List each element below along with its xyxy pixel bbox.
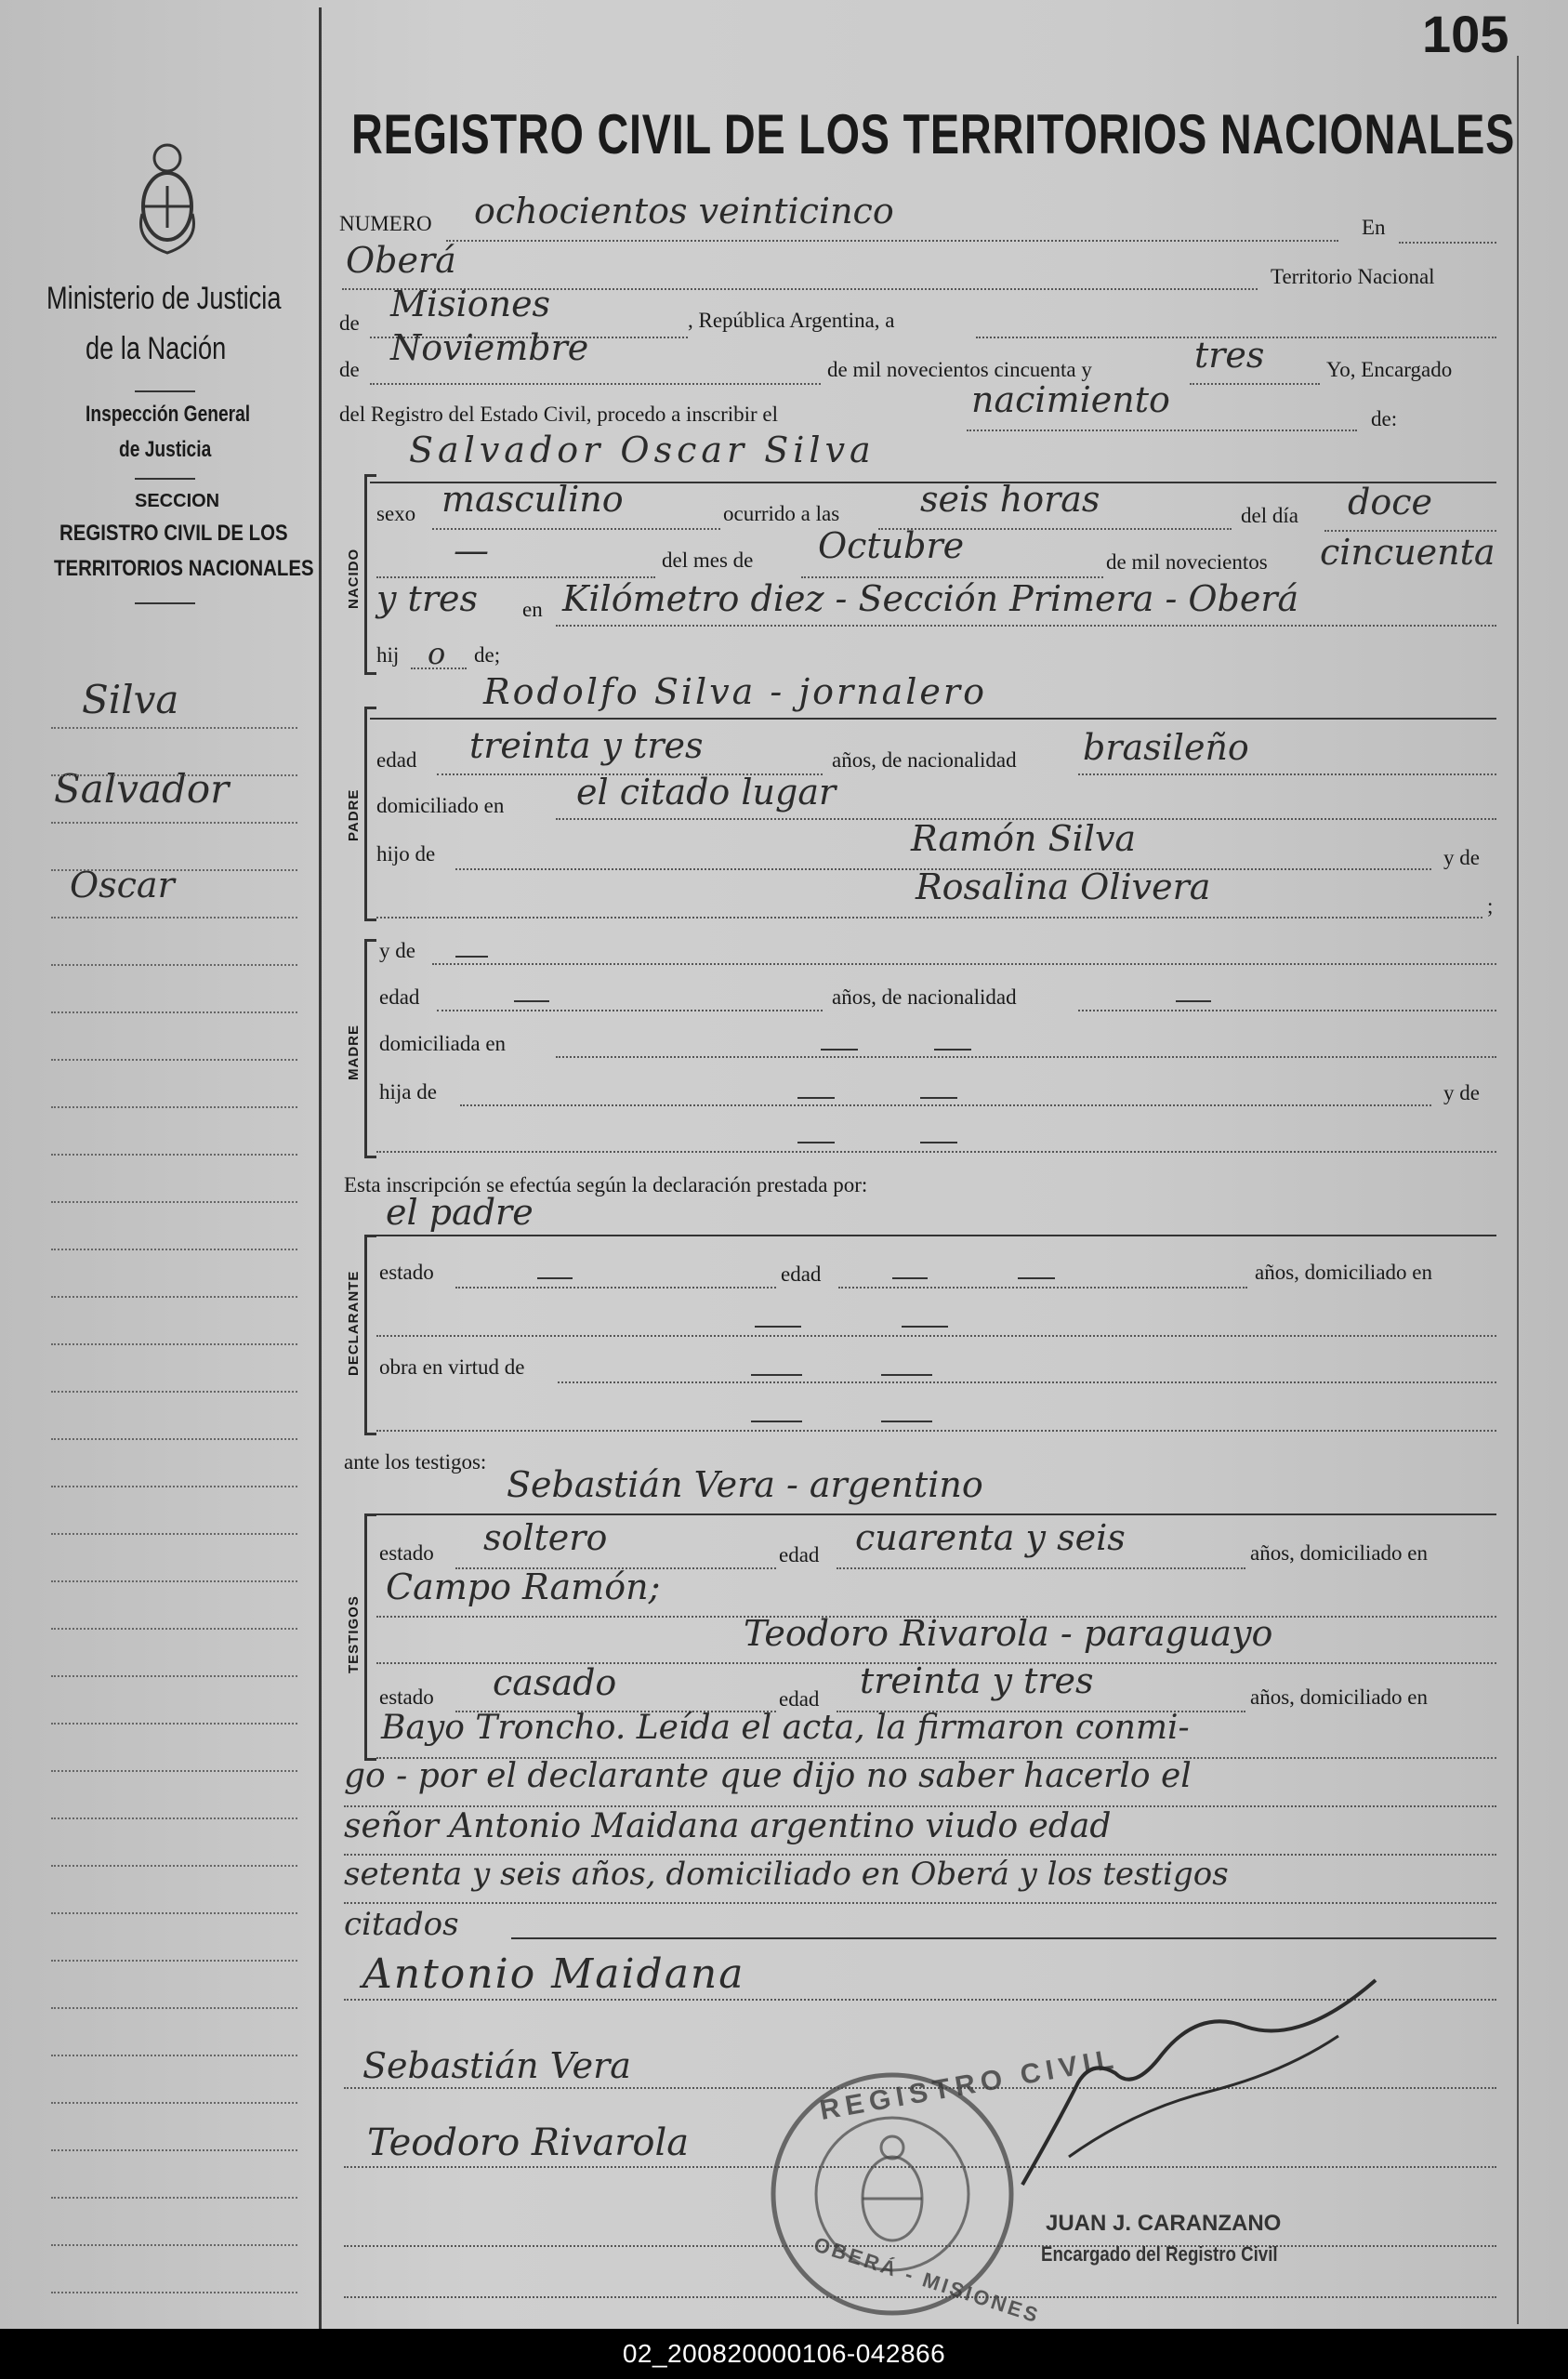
margin-ruled-line	[51, 2149, 297, 2151]
estado-line	[455, 1287, 776, 1289]
witness2-domicile: Bayo Troncho. Leída el acta, la firmaron conmi-	[381, 1709, 1190, 1747]
margin-ruled-line	[51, 1675, 297, 1677]
margin-ruled-line	[51, 1249, 297, 1250]
w2-estado-label: estado	[379, 1685, 434, 1709]
edad-label: edad	[376, 748, 417, 772]
del-dia-label: del día	[1241, 504, 1298, 527]
witness1-line	[370, 1513, 1496, 1515]
dash-mark	[881, 1421, 932, 1422]
officer-name: JUAN J. CARANZANO	[1046, 2211, 1282, 2236]
sidebar-section-line2: REGISTRO CIVIL DE LOS	[59, 521, 288, 546]
margin-ruled-line	[51, 1486, 297, 1487]
obra-label: obra en virtud de	[379, 1355, 525, 1379]
nacido-bracket	[364, 474, 376, 675]
closing-text-2: señor Antonio Maidana argentino viudo edad	[344, 1807, 1112, 1845]
territory-value: Misiones	[390, 284, 551, 324]
dash-mark	[537, 1277, 573, 1279]
stamp-top-text: REGISTRO CIVIL	[817, 2042, 1121, 2127]
estado-label: estado	[379, 1261, 434, 1284]
officer-title: Encargado del Registro Civil	[1041, 2242, 1278, 2266]
margin-ruled-line	[51, 1817, 297, 1819]
signature-1: Antonio Maidana	[362, 1950, 745, 1998]
father-mother: Rosalina Olivera	[916, 866, 1211, 907]
declarante-label: DECLARANTE	[346, 1270, 362, 1376]
stamp-bottom-text: OBERÁ - MISIONES	[810, 2232, 1044, 2328]
dash-mark	[797, 1097, 835, 1099]
en-label: En	[1362, 216, 1386, 239]
territorio-label: Territorio Nacional	[1271, 265, 1435, 288]
margin-ruled-line	[51, 2197, 297, 2199]
madre-bracket	[364, 939, 376, 1158]
page-number: 105	[1422, 5, 1509, 63]
de-colon-label: de:	[1371, 407, 1398, 430]
margin-divider	[319, 7, 322, 2329]
sidebar-section-line1: SECCION	[135, 491, 220, 511]
year-birth-value-2: y tres	[376, 578, 478, 619]
dash-mark	[934, 1049, 971, 1051]
dash-mark	[455, 956, 488, 958]
madre-name-line	[432, 963, 1496, 965]
margin-ruled-line	[51, 1106, 297, 1108]
dash-mark	[902, 1326, 948, 1328]
witness2-name: Teodoro Rivarola - paraguayo	[744, 1613, 1273, 1654]
margin-ruled-line	[51, 1865, 297, 1867]
declaracion-label: Esta inscripción se efectúa según la declaración prestada por:	[344, 1173, 868, 1196]
dash-mark	[1176, 1000, 1211, 1002]
margin-ruled-line	[51, 917, 297, 919]
madre-edad-line	[437, 1010, 823, 1011]
dash-mark	[920, 1142, 957, 1143]
closing-line-3	[344, 1902, 1496, 1904]
hora-value: seis horas	[920, 479, 1100, 520]
w2-anos-label: años, domiciliado en	[1250, 1685, 1428, 1709]
testigos-label: ante los testigos:	[344, 1450, 487, 1474]
margin-ruled-line	[51, 1011, 297, 1013]
child-name: Salvador Oscar Silva	[409, 430, 876, 470]
sidebar-rule	[135, 390, 195, 392]
edad-label-2: edad	[781, 1262, 822, 1286]
testigos-side-label: TESTIGOS	[346, 1595, 362, 1673]
dash-mark	[881, 1374, 932, 1376]
margin-ruled-line	[51, 964, 297, 966]
margin-ruled-line	[51, 2292, 297, 2293]
mil-label: de mil novecientos	[1106, 550, 1268, 574]
margin-ruled-line	[51, 2244, 297, 2246]
margin-ruled-line	[51, 1960, 297, 1962]
witness1-name: Sebastián Vera - argentino	[507, 1464, 983, 1505]
de-label: de	[339, 311, 360, 335]
margin-ruled-line	[51, 869, 297, 871]
signature-2: Sebastián Vera	[362, 2045, 631, 2086]
birth-place: Kilómetro diez - Sección Primera - Oberá	[562, 578, 1299, 619]
father-name: Rodolfo Silva - jornalero	[483, 671, 987, 712]
act-line	[967, 430, 1357, 431]
month-value: Noviembre	[390, 327, 589, 368]
margin-ruled-line	[51, 1628, 297, 1630]
father-domicile: el citado lugar	[576, 772, 837, 813]
father-age: treinta y tres	[469, 725, 704, 766]
hijo-de-label: hijo de	[376, 842, 436, 866]
numero-value: ochocientos veinticinco	[474, 191, 894, 231]
declarant-edad-line	[838, 1287, 1247, 1289]
w1-anos-label: años, domiciliado en	[1250, 1541, 1428, 1565]
madre-label: MADRE	[346, 1024, 362, 1080]
margin-ruled-line	[51, 727, 297, 729]
nacido-label: NACIDO	[346, 548, 362, 609]
margin-given-name1: Salvador	[54, 766, 230, 812]
sexo-label: sexo	[376, 502, 416, 525]
madre-domiciliada-label: domiciliada en	[379, 1032, 507, 1055]
margin-ruled-line	[51, 2055, 297, 2056]
declarant-line	[370, 1235, 1496, 1236]
margin-ruled-line	[51, 1912, 297, 1914]
margin-ruled-line	[51, 1533, 297, 1535]
margin-ruled-line	[51, 1201, 297, 1203]
year-line	[1190, 383, 1320, 385]
month-line	[370, 383, 821, 385]
margin-ruled-line	[51, 1154, 297, 1156]
semicolon-label: ;	[1487, 894, 1494, 918]
father-name-line	[370, 718, 1496, 720]
dash-value: —	[454, 530, 489, 571]
father-mother-line	[376, 917, 1482, 919]
page-title: REGISTRO CIVIL DE LOS TERRITORIOS NACIONALES	[351, 103, 1516, 165]
w1-edad-line	[837, 1567, 1245, 1569]
madre-hija-line	[460, 1104, 1431, 1106]
declarante-bracket	[364, 1235, 376, 1435]
madre-y-de-label: y de	[379, 939, 415, 962]
de-semicolon-label: de;	[474, 643, 501, 667]
obra-line-2	[376, 1430, 1496, 1432]
father-father: Ramón Silva	[911, 818, 1137, 859]
year-value: tres	[1194, 335, 1265, 376]
margin-ruled-line	[51, 774, 297, 776]
witness2-estado: casado	[493, 1662, 617, 1703]
dash-mark	[751, 1374, 802, 1376]
margin-ruled-line	[51, 2102, 297, 2104]
encargado-label: Yo, Encargado	[1326, 358, 1453, 381]
madre-domicile-line	[556, 1056, 1496, 1058]
closing-end-rule	[511, 1937, 1496, 1939]
dash-mark	[755, 1326, 801, 1328]
testigos-bracket	[364, 1513, 376, 1761]
dash-mark	[1018, 1277, 1055, 1279]
father-nationality: brasileño	[1083, 727, 1249, 768]
dash-mark	[920, 1097, 957, 1099]
w1-estado-label: estado	[379, 1541, 434, 1565]
act-value: nacimiento	[971, 379, 1170, 420]
officer-signature	[1004, 1971, 1394, 2203]
coat-of-arms-icon	[125, 139, 209, 260]
margin-ruled-line	[51, 1438, 297, 1440]
dash-mark	[892, 1277, 928, 1279]
margin-surname: Silva	[82, 677, 179, 722]
declarant-domicile-line	[376, 1335, 1496, 1337]
margin-ruled-line	[51, 1580, 297, 1582]
signature-3: Teodoro Rivarola	[367, 2121, 690, 2164]
madre-edad-label: edad	[379, 985, 420, 1009]
padre-bracket	[364, 707, 376, 921]
nationality-line	[1078, 773, 1496, 775]
sidebar-rule	[135, 602, 195, 604]
dash-mark	[751, 1421, 802, 1422]
hij-value: o	[428, 636, 446, 671]
de-label-2: de	[339, 358, 360, 381]
sidebar-ministry-line1: Ministerio de Justicia	[46, 281, 282, 316]
margin-ruled-line	[51, 1343, 297, 1345]
sidebar-inspection-line1: Inspección General	[86, 402, 251, 427]
hij-label: hij	[376, 643, 400, 667]
birth-place-line	[556, 625, 1496, 627]
margin-given-name2: Oscar	[70, 865, 175, 905]
sexo-value: masculino	[441, 479, 624, 520]
year-label: de mil novecientos cincuenta y	[827, 358, 1092, 381]
witness1-domicile: Campo Ramón;	[386, 1566, 661, 1607]
mes-value: Octubre	[818, 525, 965, 566]
witness1-edad: cuarenta y seis	[855, 1517, 1126, 1558]
republica-label: , República Argentina, a	[688, 309, 895, 332]
margin-ruled-line	[51, 1059, 297, 1061]
year-birth-value: cincuenta	[1320, 532, 1496, 573]
sidebar-section-line3: TERRITORIOS NACIONALES	[54, 556, 314, 581]
madre-blank-line	[376, 1151, 1496, 1153]
margin-ruled-line	[51, 1296, 297, 1298]
registro-label: del Registro del Estado Civil, procedo a inscribir el	[339, 403, 779, 426]
en-label-2: en	[522, 598, 543, 621]
mes-label: del mes de	[662, 548, 754, 572]
witness2-edad: treinta y tres	[860, 1660, 1094, 1701]
dash-mark	[514, 1000, 549, 1002]
closing-text-4: citados	[344, 1906, 459, 1943]
image-caption: 02_200820000106-042866	[0, 2329, 1568, 2379]
madre-hija-de-label: hija de	[379, 1080, 437, 1104]
closing-text-1: go - por el declarante que dijo no saber hacerlo el	[344, 1757, 1192, 1795]
margin-ruled-line	[51, 822, 297, 824]
sidebar-inspection-line2: de Justicia	[119, 437, 212, 462]
margin-ruled-line	[51, 1391, 297, 1393]
ocurrido-label: ocurrido a las	[723, 502, 840, 525]
madre-y-de-2-label: y de	[1443, 1081, 1480, 1104]
w2-edad-label: edad	[779, 1687, 820, 1711]
page-edge	[1517, 56, 1519, 2324]
margin-ruled-line	[51, 2007, 297, 2009]
closing-text-3: setenta y seis años, domiciliado en Oberá y los testigos	[344, 1856, 1229, 1893]
madre-anos-label: años, de nacionalidad	[832, 985, 1017, 1009]
numero-line	[446, 240, 1338, 242]
domiciliado-label: domiciliado en	[376, 794, 505, 817]
anos-nac-label: años, de nacionalidad	[832, 748, 1017, 772]
dash-mark	[821, 1049, 858, 1051]
y-de-label: y de	[1443, 846, 1480, 869]
numero-label: NUMERO	[339, 212, 432, 235]
w1-edad-label: edad	[779, 1543, 820, 1566]
place-value: Oberá	[346, 240, 456, 281]
obra-line	[558, 1381, 1496, 1383]
declarant-value: el padre	[386, 1192, 534, 1233]
margin-ruled-line	[51, 1723, 297, 1725]
dia-value: doce	[1348, 482, 1432, 522]
en-line	[1399, 242, 1496, 244]
dash-mark	[797, 1142, 835, 1143]
madre-nationality-line	[1078, 1010, 1496, 1011]
witness1-estado: soltero	[483, 1517, 608, 1558]
sidebar-ministry-line2: de la Nación	[86, 331, 227, 366]
sidebar-rule	[135, 478, 195, 480]
anos-domic-label: años, domiciliado en	[1255, 1261, 1432, 1284]
padre-label: PADRE	[346, 788, 362, 841]
margin-ruled-line	[51, 1770, 297, 1772]
